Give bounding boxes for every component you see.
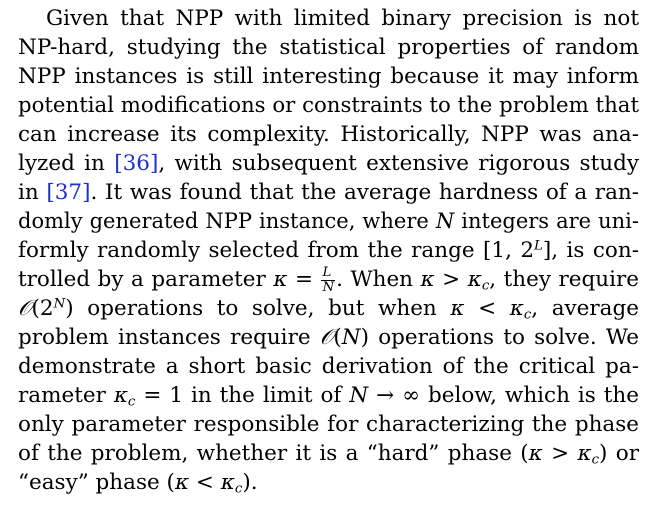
text-line: in [37]. It was found that the average hardness of a ran- [18,180,639,205]
text-line: potential modifications or constraints to the problem that [18,93,639,118]
text-line: domly generated NPP instance, where N integers are uni- [18,209,639,233]
text-line: rameter $\kappa_c = 1$ in the limit of N → ∞ below, which is the [18,383,639,410]
text-line: $𝒪(2^N)$ operations to solve, but when $\kappa < \kappa_c$, average [18,296,639,323]
citation-link-36[interactable]: [36] [114,151,159,176]
text-line: NP-hard, studying the statistical properties of random [18,35,639,60]
text-line: trolled by a parameter κ = $\frac{L}{N}$ . When $\kappa > \kappa_c$, they require [18,265,639,294]
text-line: lyzed in [36], with subsequent extensive rigorous study [18,151,639,176]
text-line: only parameter responsible for characterizing the phase [18,412,639,437]
text-line: demonstrate a short basic derivation of the critical pa- [18,354,639,379]
math-kappa: κ [273,267,288,292]
text-line: Given that NPP with limited binary precision is not [46,6,639,31]
text-line: “easy” phase $(\kappa < \kappa_c)$. [18,470,258,497]
math-var-N: N [435,209,455,233]
text-line: of the problem, whether it is a “hard” phase $(\kappa > \kappa_c)$ or [18,441,639,468]
text-line: problem instances require 𝒪(N) operations to solve. We [18,325,639,350]
math-sup-L: L [534,238,543,254]
text-line: can increase its complexity. Historically, NPP was ana- [18,122,639,147]
citation-link-37[interactable]: [37] [46,180,91,205]
math-fraction-L-over-N: $\frac{L}{N}$ [322,265,335,294]
text-line: NPP instances is still interesting because it may inform [18,64,639,89]
math-big-o: 𝒪 [18,296,32,321]
text-line: formly randomly selected from the range [1, $2^L$], is con- [18,238,639,263]
